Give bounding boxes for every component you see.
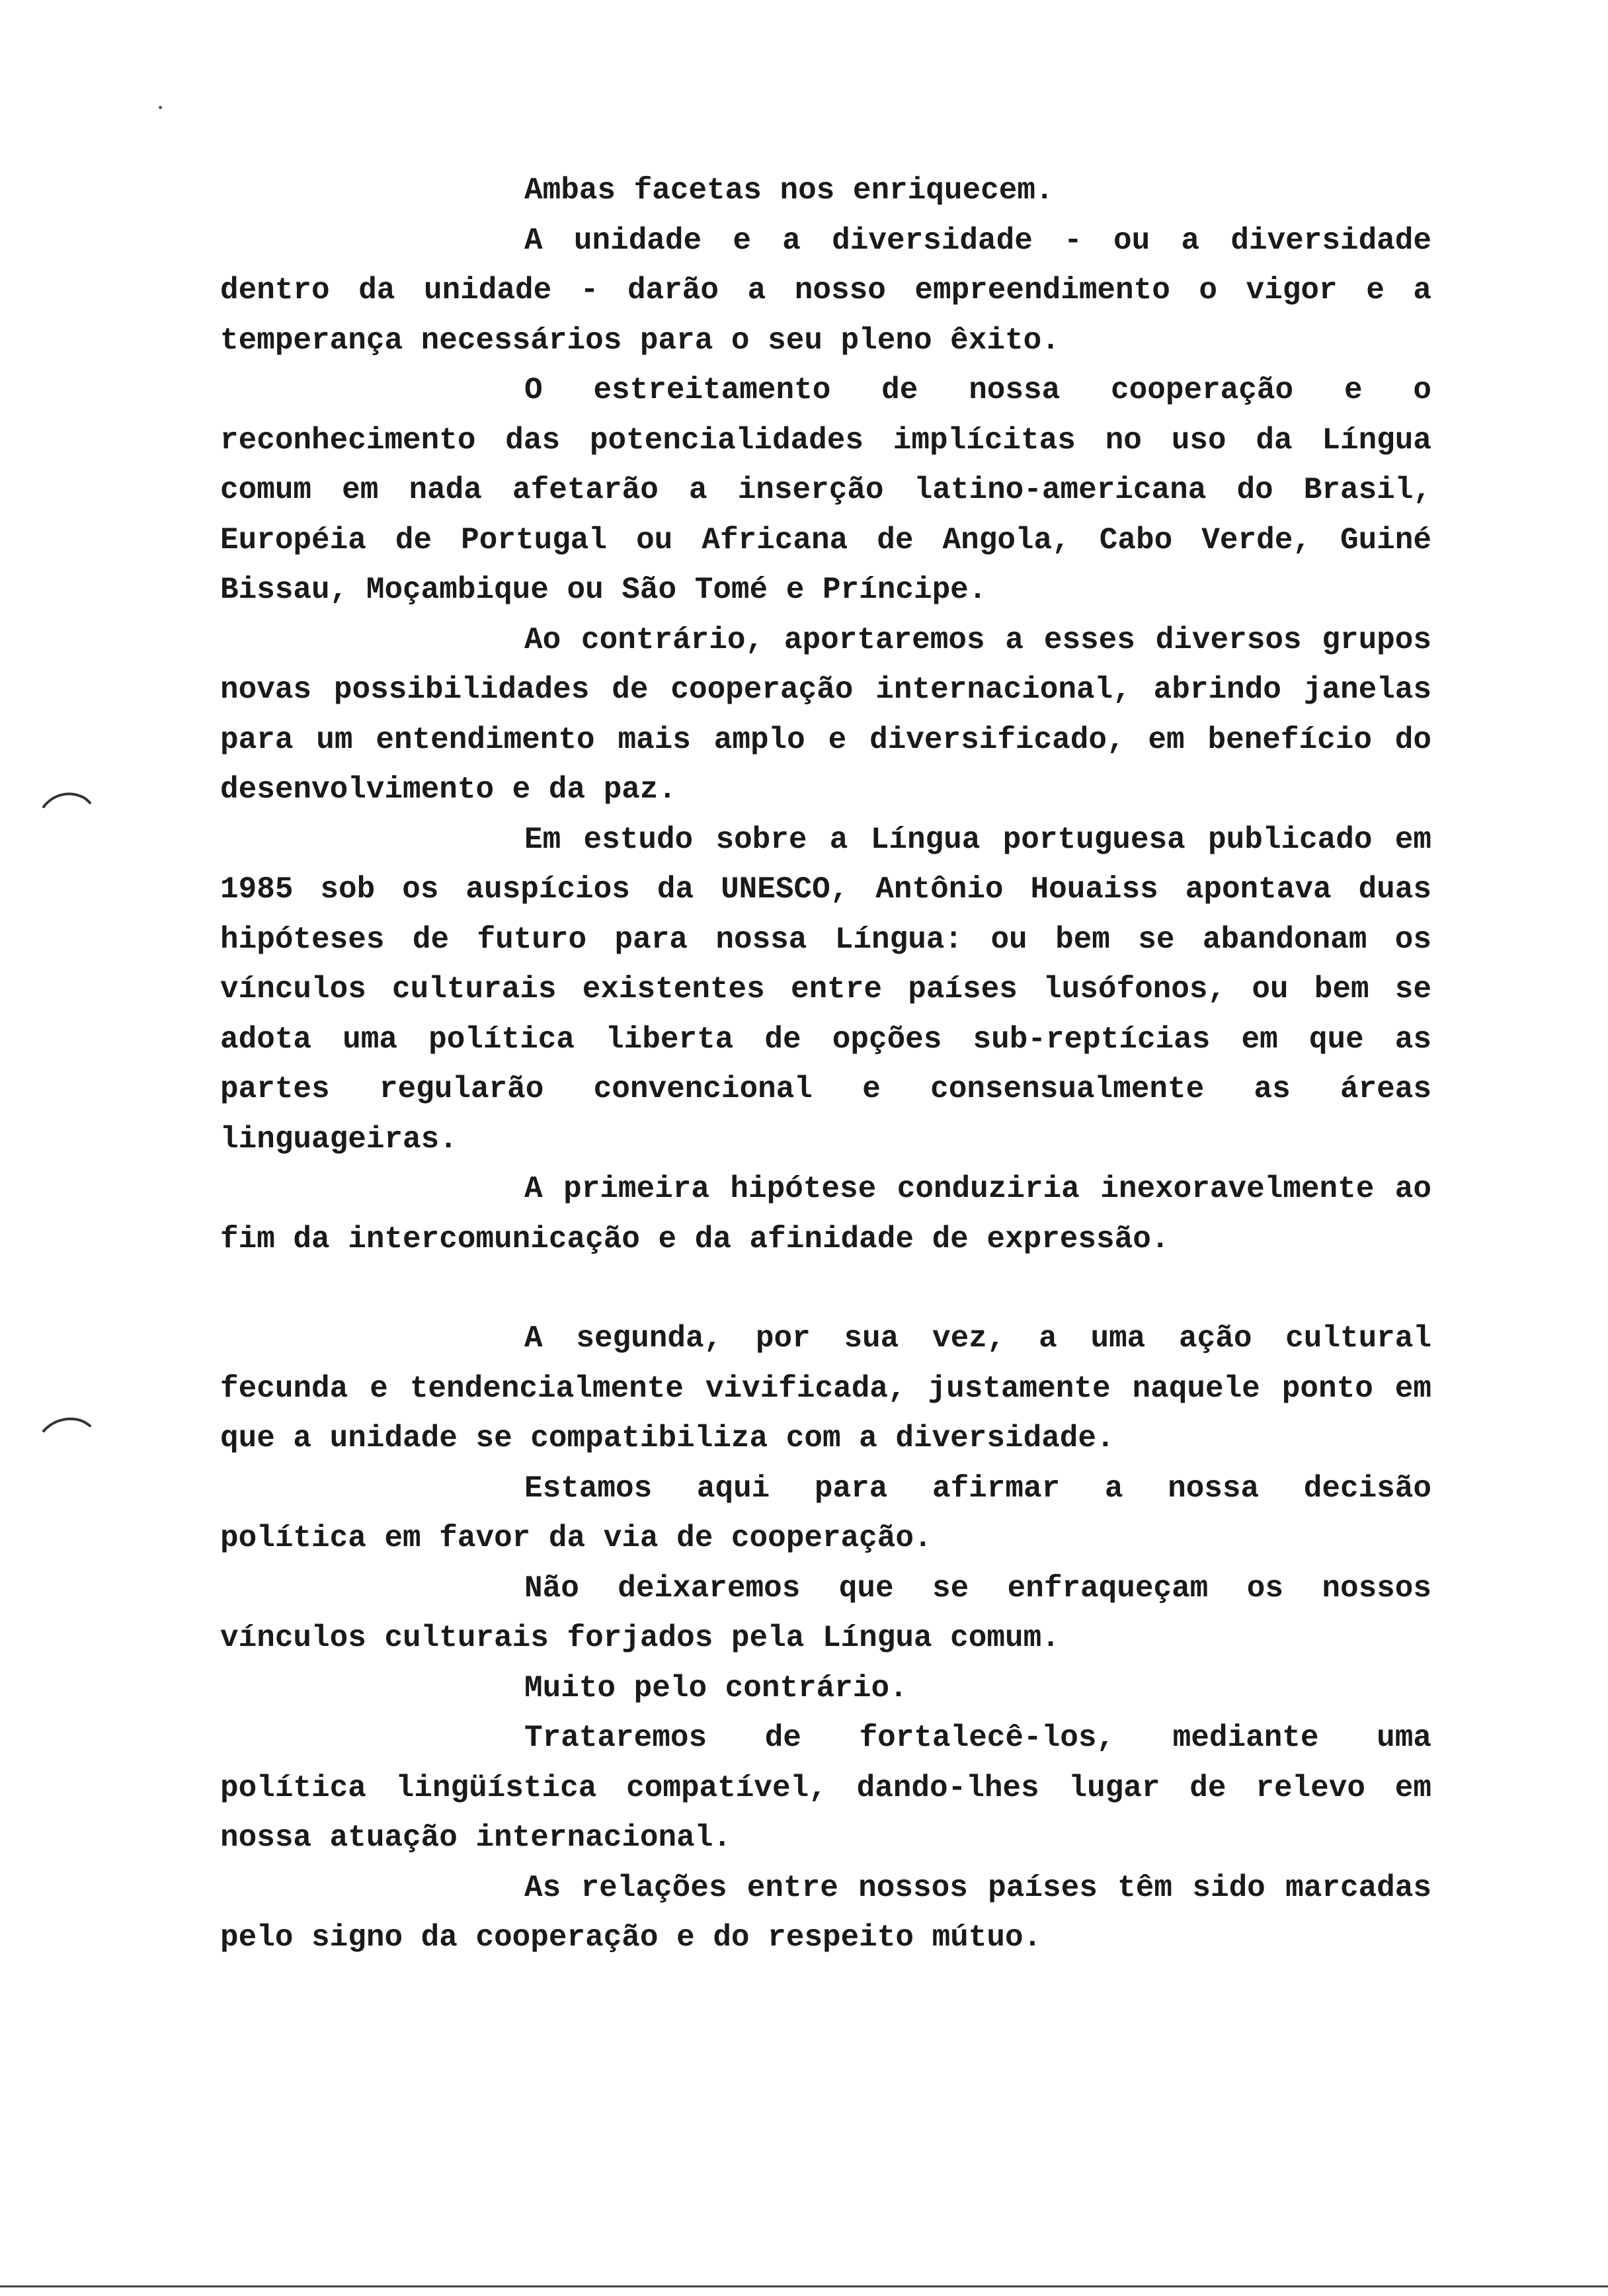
paragraph-11: Trataremos de fortalecê-los, mediante uma política lingüística compatível, dando-lhes lugar de relevo em nossa atuação internacional.	[220, 1721, 1431, 1855]
paragraph-5: Em estudo sobre a Língua portuguesa publicado em 1985 sob os auspícios da UNESCO, Antônio Houaiss apontava duas hipóteses de futuro para nossa Língua: ou bem se abandonam os vínculos culturais existentes entre países lusófonos, ou bem se adota uma política liberta de opções sub-reptícias em que as partes regularão convencional e consensualmente as áreas linguageiras.	[220, 822, 1431, 1157]
paragraph-12: As relações entre nossos países têm sido marcadas pelo signo da cooperação e do respeito mútuo.	[220, 1870, 1431, 1955]
paragraph-9: Não deixaremos que se enfraqueçam os nossos vínculos culturais forjados pela Língua comum.	[220, 1571, 1431, 1655]
punch-hole-mark-top	[41, 790, 94, 809]
paragraph-3: O estreitamento de nossa cooperação e o reconhecimento das potencialidades implícitas no uso da Língua comum em nada afetarão a inserção latino-americana do Brasil, Européia de Portugal ou Africana de Angola, Cabo Verde, Guiné Bissau, Moçambique ou São Tomé e Príncipe.	[220, 373, 1431, 607]
paragraph-6: A primeira hipótese conduziria inexoravelmente ao fim da intercomunicação e da afinidade de expressão.	[220, 1172, 1431, 1256]
paragraph-8: Estamos aqui para afirmar a nossa decisão política em favor da via de cooperação.	[220, 1471, 1431, 1555]
scan-speck	[159, 106, 162, 109]
punch-hole-mark-bottom	[41, 1414, 94, 1434]
paragraph-2: A unidade e a diversidade - ou a diversidade dentro da unidade - darão a nosso empreendimento o vigor e a temperança necessários para o seu pleno êxito.	[220, 223, 1431, 358]
document-body	[220, 166, 1431, 1963]
paragraph-1: Ambas facetas nos enriquecem.	[524, 173, 1054, 208]
paragraph-10: Muito pelo contrário.	[524, 1670, 908, 1705]
paragraph-4: Ao contrário, aportaremos a esses diversos grupos novas possibilidades de cooperação internacional, abrindo janelas para um entendimento mais amplo e diversificado, em benefício do desenvolvimento e da paz.	[220, 622, 1431, 807]
paragraph-7: A segunda, por sua vez, a uma ação cultural fecunda e tendencialmente vivificada, justamente naquele ponto em que a unidade se compatibiliza com a diversidade.	[220, 1321, 1431, 1456]
page-bottom-edge	[0, 2285, 1608, 2287]
